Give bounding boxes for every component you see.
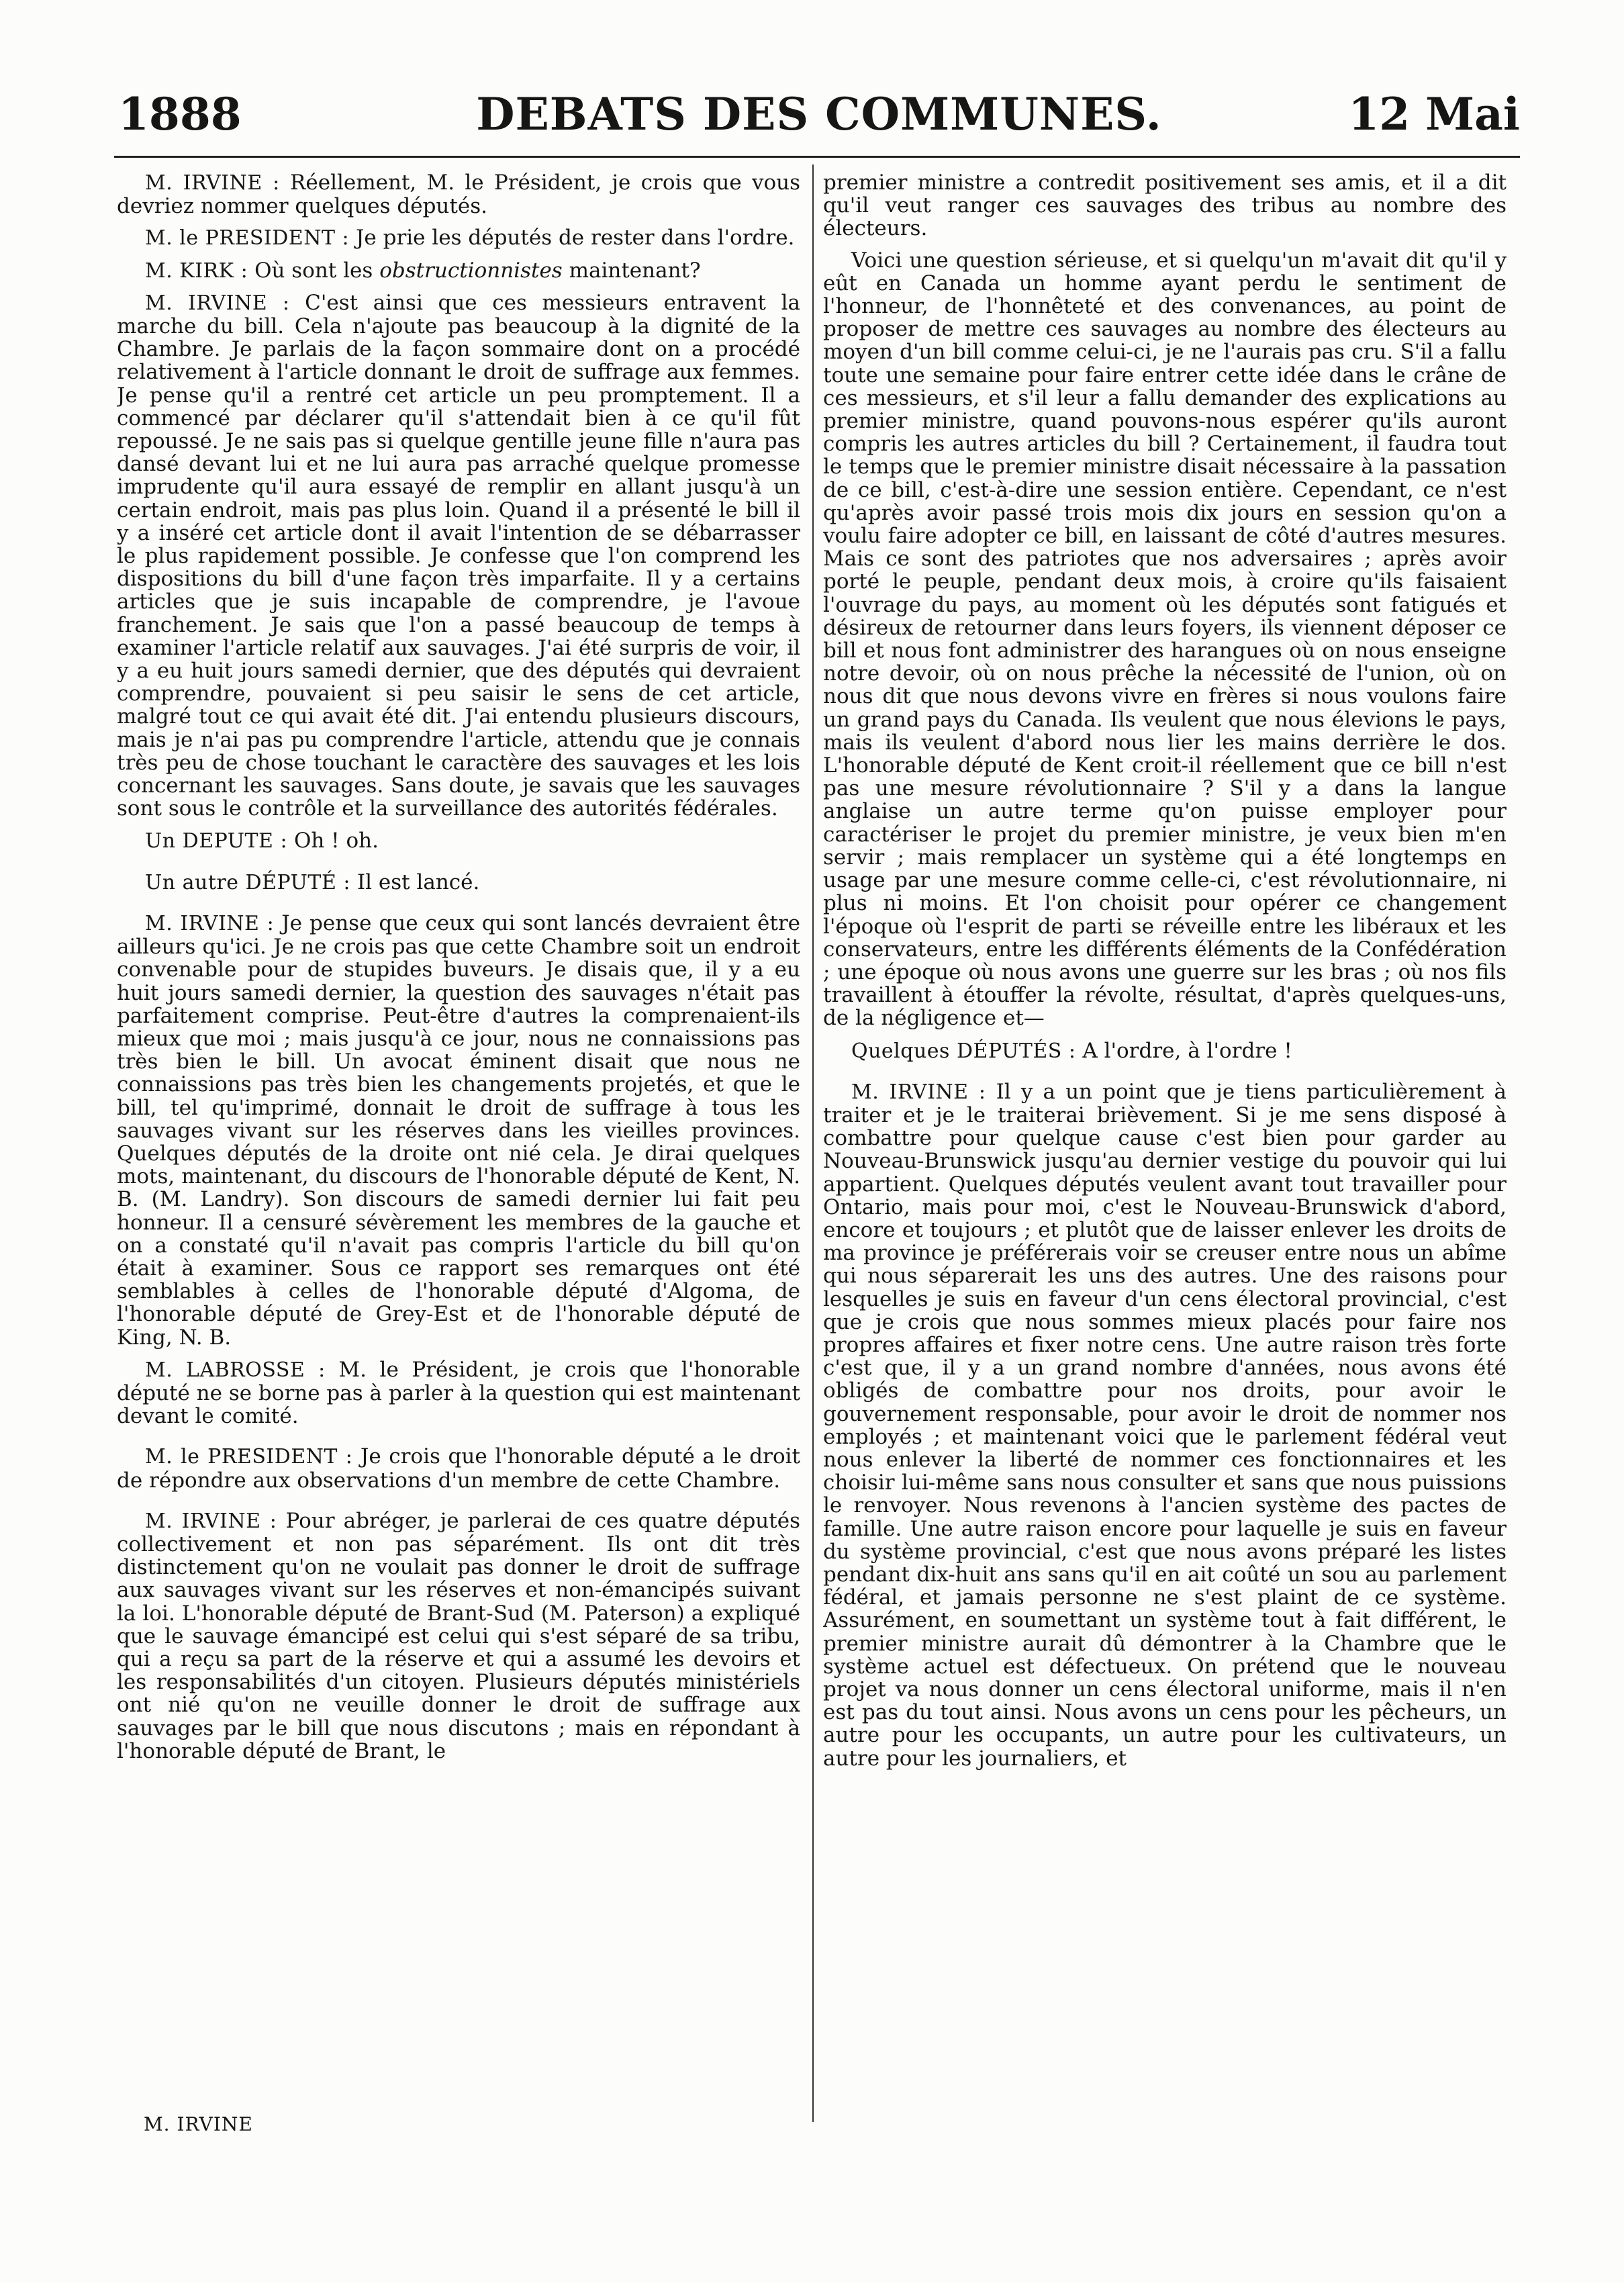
speaker-name: M. IRVINE : — [145, 171, 280, 195]
paragraph — [117, 291, 800, 821]
speaker-name: M. IRVINE : — [145, 911, 275, 935]
paragraph — [823, 1080, 1507, 1770]
speech-text: Je pense que ceux qui sont lancés devraient être ailleurs qu'ici. Je ne crois pas que cette Chambre soit un endroit convenable pour de stupides buveurs. Je disais que, il y a eu huit jours samedi dernier, la question des sauvages n'était pas parfaitement comprise. Peut-être d'autres la comprenaient-ils mieux que moi ; mais jusqu'à ce jour, nous ne connaissions pas très bien le bill. Un avocat éminent disait que nous ne connaissions pas très bien les changements projetés, et que le bill, tel qu'imprimé, donnait le droit de suffrage à tous les sauvages vivant sur les réserves dans les vieilles provinces. Quelques députés de la droite ont nié cela. Je dirai quelques mots, maintenant, du discours de l'honorable député de Kent, N. B. (M. Landry). Son discours de samedi dernier lui fait peu honneur. Il a censuré sévèrement les membres de la gauche et on a constaté qu'il n'avait pas compris l'article du bill qu'on était à examiner. Sous ce rapport ses remarques ont été semblables à celles de l'honorable député d'Algoma, de l'honorable député de Grey-Est et de l'honorable député de King, N. B. — [117, 911, 800, 1350]
italic-term: obstructionnistes — [379, 258, 563, 283]
speaker-name: M. IRVINE : — [145, 291, 290, 315]
speech-text: Pour abréger, je parlerai de ces quatre députés collectivement et non pas séparément. Ils ont dit très distinctement qu'on ne voulait pas donner le droit de suffrage aux sauvages vivant sur les réserves et non-émancipés suivant la loi. L'honorable député de Brant-Sud (M. Paterson) a expliqué que le sauvage émancipé est celui qui s'est séparé de sa tribu, qui a reçu sa part de la réserve et qui a assumé les devoirs et les responsabilités d'un citoyen. Plusieurs députés ministériels ont nié qu'on ne veuille donner le droit de suffrage aux sauvages par le bill que nous discutons ; mais en répondant à l'honorable député de Brant, le — [117, 1508, 800, 1763]
paragraph — [117, 1509, 800, 1763]
speech-text: premier ministre a contredit positivement ses amis, et il a dit qu'il veut ranger ces sauvages des tribus au nombre des électeurs. — [823, 171, 1507, 241]
speech-text: Où sont les — [254, 258, 373, 283]
paragraph — [823, 1039, 1507, 1063]
speaker-name: M. KIRK : — [145, 259, 248, 283]
header-title: DEBATS DES COMMUNES. — [476, 88, 1162, 140]
paragraph — [117, 171, 800, 218]
speech-text: Je crois que l'honorable député a le droit de répondre aux observations d'un membre de cette Chambre. — [117, 1444, 800, 1493]
speaker-name: M. IRVINE : — [145, 1509, 277, 1533]
speaker-name: Un autre DÉPUTÉ : — [145, 870, 350, 894]
speech-text: maintenant? — [569, 258, 701, 283]
column-divider — [812, 165, 814, 2122]
speaker-name: M. IRVINE : — [851, 1080, 986, 1104]
speech-text: Oh ! oh. — [293, 829, 379, 853]
speaker-name: M. le PRESIDENT : — [145, 226, 350, 250]
speech-text: Il y a un point que je tiens particulièrement à traiter et je le traiterai brièvement. Si je me sens disposé à combattre pour quelque cause c'est bien pour garder au Nouveau-Brunswick jusqu'au dernier vestige du pouvoir qui lui appartient. Quelques députés veulent avant tout travailler pour Ontario, mais pour moi, c'est le Nouveau-Brunswick d'abord, encore et toujours ; et plutôt que de laisser enlever les droits de ma province je préférerais voir se creuser entre nous un abîme qui nous séparerait les uns des autres. Une des raisons pour lesquelles je suis en faveur d'un cens électoral provincial, c'est que je crois que nous sommes mieux placés pour faire nos propres affaires et fixer notre cens. Une autre raison très forte c'est que, il y a un grand nombre d'années, nous avons été obligés de combattre pour nos droits, pour avoir le gouvernement responsable, pour avoir le droit de nommer nos employés ; et maintenant voici que le parlement fédéral veut nous enlever la liberté de nommer ces fonctionnaires et les choisir lui-même sans nous consulter et sans que nous puissions le renvoyer. Nous revenons à l'ancien système des pactes de famille. Une autre raison encore pour laquelle je suis en faveur du système provincial, c'est que nous avons préparé les listes pendant dix-huit ans sans qu'il en ait coûté un sou au parlement fédéral, et jamais personne ne s'est plaint de ce système. Assurément, en soumettant un système tout à fait différent, le premier ministre aurait dû démontrer à la Chambre que le système actuel est défectueux. On prétend que le nouveau projet va nous donner un cens électoral uniforme, mais il n'en est pas du tout ainsi. Nous avons un cens pour les pêcheurs, un autre pour les occupants, un autre pour les cultivateurs, un autre pour les journaliers, et — [823, 1079, 1507, 1771]
speech-text: Il est lancé. — [356, 870, 480, 894]
speech-text: A l'ordre, à l'ordre ! — [1082, 1038, 1292, 1063]
speech-text: Voici une question sérieuse, et si quelqu'un m'avait dit qu'il y eût en Canada un homme ayant perdu le sentiment de l'honneur, de l'honnêteté et des convenances, au point de proposer de mettre ces sauvages au nombre des électeurs au moyen d'un bill comme celui-ci, je ne l'aurais pas cru. S'il a fallu toute une semaine pour faire entrer cette idée dans le crâne de ces messieurs, et s'il leur a fallu demander des explications au premier ministre, quand pouvons-nous espérer qu'ils auront compris les autres articles du bill ? Certainement, il faudra tout le temps que le premier ministre disait nécessaire à la passation de ce bill, c'est-à-dire une session entière. Cependant, ce n'est qu'après avoir passé trois mois dix jours en session qu'on a voulu faire adopter ce bill, en laissant de côté d'autres mesures. Mais ce sont des patriotes que nos adversaires ; après avoir porté le peuple, pendant deux mois, à croire qu'ils faisaient l'ouvrage du pays, au moment où les députés sont fatigués et désireux de retourner dans leurs foyers, ils viennent déposer ce bill et nous font administrer des harangues où on nous enseigne notre devoir, où on nous prêche la nécessité de l'union, où on nous dit que nous devons vivre en frères si nous voulons faire un grand pays du Canada. Ils veulent que nous élevions le pays, mais ils veulent d'abord nous lier les mains derrière le dos. L'honorable député de Kent croit-il réellement que ce bill n'est pas une mesure révolutionnaire ? S'il y a dans la langue anglaise un autre terme qu'on puisse employer pour caractériser le projet du premier ministre, je veux bien m'en servir ; mais remplacer un système qui a été longtemps en usage par une mesure comme celle-ci, c'est révolutionnaire, ni plus ni moins. Et l'on choisit pour opérer ce changement l'époque où l'esprit de parti se réveille entre les libéraux et les conservateurs, entre les différents éléments de la Confédération ; une époque où nous avons une guerre sur les bras ; où nos fils travaillent à étouffer la révolte, résultat, d'après quelques-uns, de la négligence et— — [823, 248, 1507, 1031]
speaker-name: M. le PRESIDENT : — [145, 1445, 353, 1469]
footer-speaker-name: M. IRVINE — [144, 2113, 253, 2135]
speaker-name: Un DEPUTE : — [145, 829, 288, 853]
speech-text: M. le Président, je crois que l'honorable député ne se borne pas à parler à la question qui est maintenant devant le comité. — [117, 1357, 800, 1429]
header-rule — [114, 156, 1520, 158]
paragraph — [117, 829, 800, 853]
speech-text: Je prie les députés de rester dans l'ordre. — [355, 226, 795, 250]
header-date: 12 Mai — [1348, 88, 1520, 140]
left-column — [117, 171, 800, 2122]
right-column — [823, 171, 1507, 2122]
paragraph — [117, 259, 800, 283]
speech-text: C'est ainsi que ces messieurs entravent la marche du bill. Cela n'ajoute pas beaucoup à la dignité de la Chambre. Je parlais de la façon sommaire dont on a procédé relativement à l'article donnant le droit de suffrage aux femmes. Je pense qu'il a rentré cet article un peu promptement. Il a commencé par déclarer qu'il s'attendait bien à ce qu'il fût repoussé. Je ne sais pas si quelque gentille jeune fille n'aura pas dansé devant lui et ne lui aura pas arraché quelque promesse imprudente qu'il aura essayé de remplir en allant jusqu'à un certain endroit, mais pas plus loin. Quand il a présenté le bill il y a inséré cet article dont il avait l'intention de se débarrasser le plus rapidement possible. Je confesse que l'on comprend les dispositions du bill d'une façon très imparfaite. Il y a certains articles que je suis incapable de comprendre, je l'avoue franchement. Je sais que l'on a passé beaucoup de temps à examiner l'article relatif aux sauvages. J'ai été surpris de voir, il y a eu huit jours samedi dernier, que des députés qui devraient comprendre, pouvaient si peu saisir le sens de cet article, malgré tout ce qui avait été dit. J'ai entendu plusieurs discours, mais je n'ai pas pu comprendre l'article, attendu que je connais très peu de chose touchant le caractère des sauvages et les lois concernant les sauvages. Sans doute, je savais que les sauvages sont sous le contrôle et la surveillance des autorités fédérales. — [117, 290, 800, 821]
paragraph — [117, 226, 800, 250]
paragraph — [117, 871, 800, 894]
speaker-name: Quelques DÉPUTÉS : — [851, 1039, 1076, 1063]
paragraph — [117, 1358, 800, 1428]
header-year: 1888 — [118, 88, 242, 140]
speaker-name: M. LABROSSE : — [145, 1358, 326, 1382]
page-header — [118, 81, 1520, 148]
speech-text: Réellement, M. le Président, je crois que vous devriez nommer quelques députés. — [117, 171, 800, 219]
paragraph — [823, 249, 1507, 1030]
paragraph — [823, 171, 1507, 240]
paragraph — [117, 1445, 800, 1491]
paragraph — [117, 912, 800, 1349]
